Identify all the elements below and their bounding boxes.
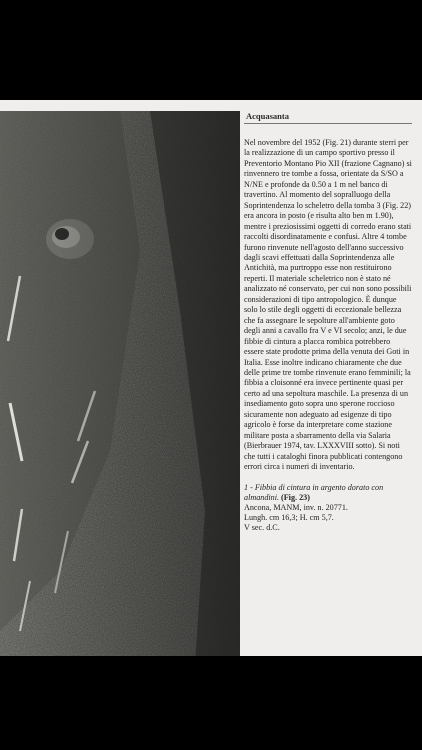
text-column: [244, 111, 412, 651]
caption-line-date: V sec. d.C.: [244, 523, 280, 533]
caption-fig-ref: (Fig. 23): [281, 492, 310, 502]
grave-photo-illustration: [0, 111, 240, 656]
section-heading: Acquasanta: [244, 111, 412, 124]
book-page: [0, 100, 422, 656]
object-caption: [244, 483, 412, 534]
caption-line-inventory: Ancona, MANM, inv. n. 20771.: [244, 502, 348, 512]
body-paragraph: Nel novembre del 1952 (Fig. 21) durante sterri per la realizzazione di un campo sportivo presso il Preventorio Montano Pio XII (frazione Cagnano) si rinvennero tre tombe a fossa, orientate da S/SO a N/NE e profonde da 0.50 a 1 m nel banco di travertino. Al momento del sopralluogo della Soprintendenza lo scheletro della tomba 3 (Fig. 22) era ancora in posto (e risulta alto ben m 1.90), mentre i preziosissimi oggetti di corredo erano stati raccolti disordinatamente e confusi. Altre 4 tombe furono rinvenute nell'agosto dell'anno successivo dagli scavi effettuati dalla Soprintendenza alle Antichità, ma purtroppo esse non restituirono reperti. Il materiale scheletrico non è stato né analizzato né conservato, per cui non sono possibili considerazioni di tipo antropologico. È dunque solo lo stile degli oggetti di eccezionale bellezza che fa assegnare le sepolture all'ambiente goto degli anni a cavallo fra V e VI secolo; anzi, le due fibbie di cintura a placca rombica potrebbero essere state prodotte prima della venuta dei Goti in Italia. Esse inoltre indicano chiaramente che due delle prime tre tombe rinvenute erano femminili; la fibbia a cloisonné era invece pertinente quasi per certo ad una sepoltura maschile. La presenza di un insediamento goto sopra uno sperone roccioso sicuramente non adeguato ad esigenze di tipo agricolo è forse da interpretare come stazione militare posta a sbarramento della via Salaria (Bierbrauer 1974, tav. LXXXVIII sotto). Si noti che tutti i cataloghi finora pubblicati contengono errori circa i numeri di inventario.: [244, 138, 412, 472]
caption-line-dimensions: Lungh. cm 16,3; H. cm 5,7.: [244, 513, 334, 523]
caption-title: [244, 483, 383, 502]
excavation-photo: [0, 111, 240, 656]
caption-title-text: 1 - Fibbia di cintura in argento dorato con almandini.: [244, 482, 384, 502]
